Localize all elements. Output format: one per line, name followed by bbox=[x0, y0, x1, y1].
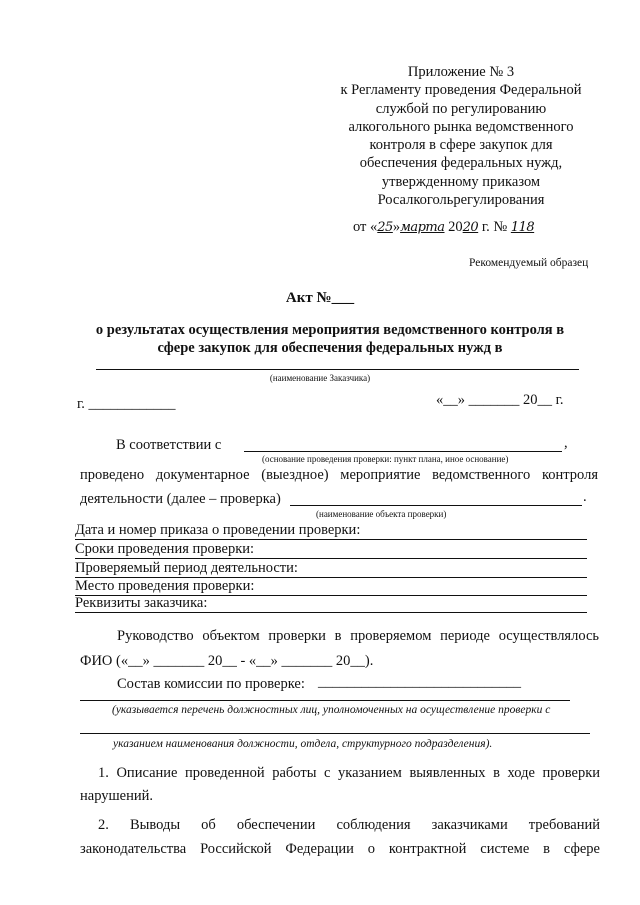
handwritten-number: 118 bbox=[510, 220, 535, 235]
order-number-field[interactable]: Дата и номер приказа о проведении проверки: bbox=[75, 522, 587, 540]
accordance-comma: , bbox=[564, 435, 568, 451]
date-num-label: г. № bbox=[478, 219, 511, 235]
date-prefix: от « bbox=[353, 219, 378, 235]
handwritten-day: 25 bbox=[377, 220, 393, 235]
act-subtitle-line: о результатах осуществления мероприятия ведомственного контроля в bbox=[95, 322, 565, 338]
activity-line bbox=[290, 505, 582, 506]
commission-label: Состав комиссии по проверке: bbox=[117, 676, 305, 692]
inspection-dates-field[interactable]: Сроки проведения проверки: bbox=[75, 541, 587, 559]
accordance-label: В соответствии с bbox=[116, 437, 222, 453]
act-subtitle bbox=[70, 321, 590, 357]
annex-line: к Регламенту проведения Федеральной bbox=[340, 82, 582, 99]
customer-name-line bbox=[96, 369, 579, 370]
handwritten-year: 20 bbox=[462, 220, 479, 235]
commission-line-2 bbox=[80, 733, 590, 734]
act-date-field: «__» _______ 20__ г. bbox=[436, 392, 564, 408]
customer-details-field[interactable]: Реквизиты заказчика: bbox=[75, 595, 587, 613]
date-sep: » bbox=[392, 219, 401, 235]
annex-line: Приложение № 3 bbox=[407, 64, 515, 80]
annex-line: службой по регулированию bbox=[375, 100, 547, 117]
commission-line-1 bbox=[80, 700, 570, 701]
item-1-line: нарушений. bbox=[80, 788, 154, 804]
annex-line: обеспечения федеральных нужд, bbox=[359, 155, 563, 172]
item-1-line: 1. Описание проведенной работы с указанием выявленных в ходе проверки bbox=[98, 765, 600, 781]
handwritten-month: марта bbox=[400, 220, 445, 235]
city-field: г. ____________ bbox=[77, 396, 176, 412]
item-2-line: законодательства Российской Федерации о контрактной системе в сфере bbox=[80, 841, 600, 857]
customer-caption: (наименование Заказчика) bbox=[269, 373, 371, 383]
annex-line: утвержденному приказом bbox=[381, 173, 541, 190]
object-caption: (наименование объекта проверки) bbox=[316, 509, 447, 519]
annex-line: Росалкогольрегулирования bbox=[377, 192, 545, 209]
inspection-place-field[interactable]: Место проведения проверки: bbox=[75, 578, 587, 596]
activity-period: . bbox=[583, 489, 587, 505]
fio-line: ФИО («__» _______ 20__ - «__» _______ 20__). bbox=[80, 653, 374, 669]
conducted-line: проведено документарное (выездное) мероприятие ведомственного контроля bbox=[80, 467, 598, 483]
commission-note: указанием наименования должности, отдела, структурного подразделения). bbox=[113, 738, 493, 750]
order-date-line bbox=[353, 219, 534, 236]
accordance-caption: (основание проведения проверки: пункт плана, иное основание) bbox=[262, 454, 509, 464]
accordance-line bbox=[244, 451, 562, 452]
act-title: Акт №___ bbox=[285, 290, 355, 306]
management-line: Руководство объектом проверки в проверяемом периоде осуществлялось bbox=[117, 628, 599, 644]
annex-block bbox=[330, 63, 592, 209]
activity-label: деятельности (далее – проверка) bbox=[80, 491, 281, 507]
item-2-line: 2. Выводы об обеспечении соблюдения заказчиками требований bbox=[98, 817, 600, 833]
annex-line: алкогольного рынка ведомственного bbox=[348, 118, 574, 135]
commission-blank: ____________________________ bbox=[318, 674, 521, 690]
date-year-prefix: 20 bbox=[444, 219, 463, 235]
act-subtitle-line: сфере закупок для обеспечения федеральных нужд в bbox=[157, 340, 503, 356]
annex-line: контроля в сфере закупок для bbox=[369, 137, 553, 154]
recommended-sample-label: Рекомендуемый образец bbox=[469, 257, 589, 269]
commission-note: (указывается перечень должностных лиц, уполномоченных на осуществление проверки с bbox=[112, 704, 551, 716]
inspected-period-field[interactable]: Проверяемый период деятельности: bbox=[75, 560, 587, 578]
